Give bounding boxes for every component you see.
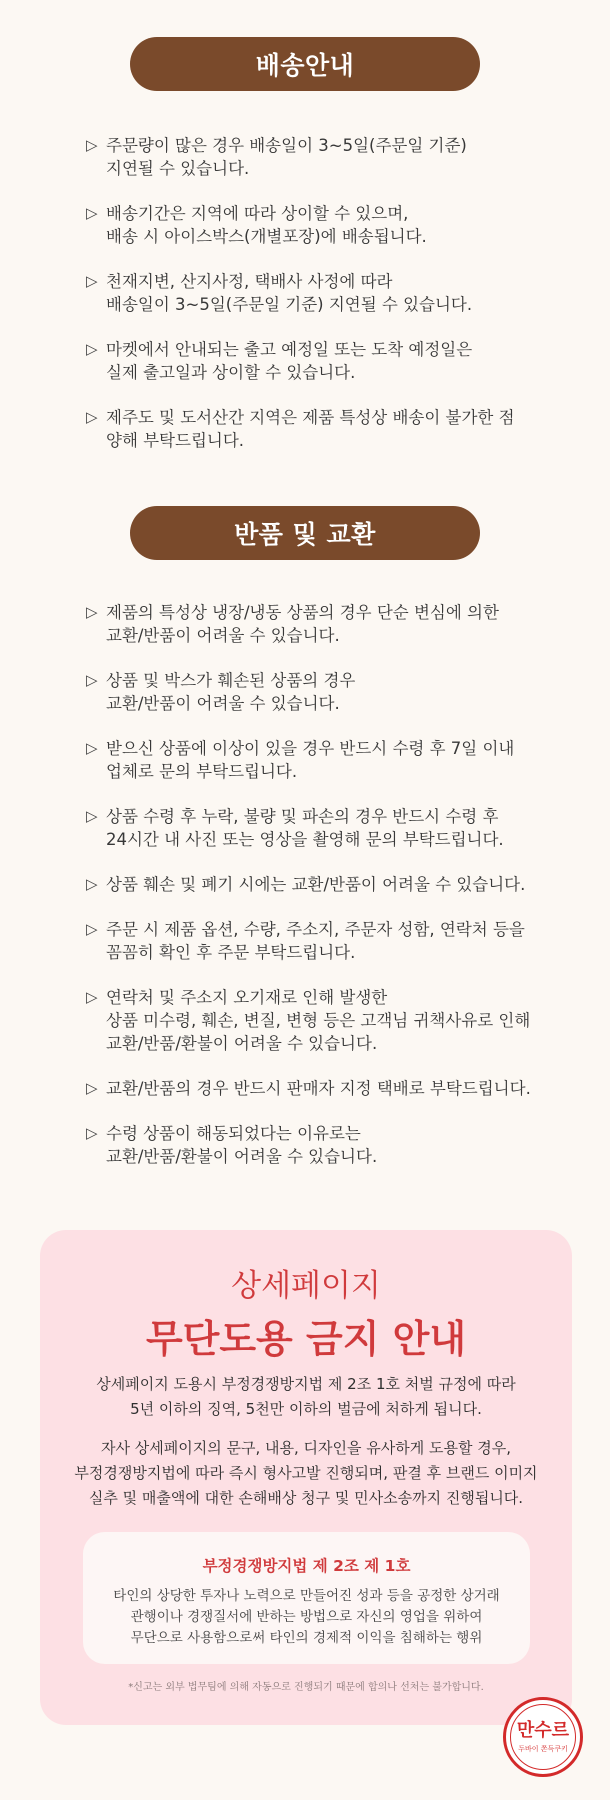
copyright-notice-box <box>40 1230 572 1725</box>
triangle-bullet-icon: ▷ <box>86 272 98 290</box>
list-item: ▷ 수령 상품이 해동되었다는 이유로는 교환/반품/환불이 어려울 수 있습니다. <box>86 1124 378 1166</box>
footnote: *신고는 외부 법무팀에 의해 자동으로 진행되기 때문에 합의나 선처는 불가합니다. <box>128 1682 484 1693</box>
triangle-bullet-icon: ▷ <box>86 408 98 426</box>
list-item: ▷ 주문량이 많은 경우 배송일이 3~5일(주문일 기준) 지연될 수 있습니다. <box>86 136 467 178</box>
triangle-bullet-icon: ▷ <box>86 1079 98 1097</box>
list-item: ▷ 주문 시 제품 옵션, 수량, 주소지, 주문자 성함, 연락처 등을 꼼꼼히 확인 후 주문 부탁드립니다. <box>86 920 525 962</box>
stamp-brand-name: 만수르 <box>516 1719 570 1741</box>
triangle-bullet-icon: ▷ <box>86 739 98 757</box>
list-item: ▷ 천재지변, 산지사정, 택배사 사정에 따라 배송일이 3~5일(주문일 기준) 지연될 수 있습니다. <box>86 272 473 314</box>
shipping-info-list <box>86 134 566 452</box>
brand-stamp-logo <box>503 1697 583 1777</box>
triangle-bullet-icon: ▷ <box>86 204 98 222</box>
triangle-bullet-icon: ▷ <box>86 1124 98 1142</box>
list-item: ▷ 제주도 및 도서산간 지역은 제품 특성상 배송이 불가한 점 양해 부탁드립니다. <box>86 408 515 450</box>
law-text: 타인의 상당한 투자나 노력으로 만들어진 성과 등을 공정한 상거래 관행이나 경쟁질서에 반하는 방법으로 자신의 영업을 위하여 무단으로 사용함으로써 타인의 경제적 이익을 침해하는 행위 <box>113 1588 500 1646</box>
list-item: ▷ 연락처 및 주소지 오기재로 인해 발생한 상품 미수령, 훼손, 변질, 변형 등은 고객님 귀책사유로 인해 교환/반품/환불이 어려울 수 있습니다. <box>86 988 531 1053</box>
triangle-bullet-icon: ▷ <box>86 340 98 358</box>
triangle-bullet-icon: ▷ <box>86 671 98 689</box>
triangle-bullet-icon: ▷ <box>86 920 98 938</box>
notice-paragraph-legal-action: 자사 상세페이지의 문구, 내용, 디자인을 유사하게 도용할 경우, 부정경쟁방지법에 따라 즉시 형사고발 진행되며, 판결 후 브랜드 이미지 실추 및 매출액에 대한 손해배상 청구 및 민사소송까지 진행됩니다. <box>74 1439 538 1507</box>
law-definition-box <box>83 1532 530 1664</box>
triangle-bullet-icon: ▷ <box>86 136 98 154</box>
notice-paragraph-penalty: 상세페이지 도용시 부정경쟁방지법 제 2조 1호 처벌 규정에 따라 5년 이하의 징역, 5천만 이하의 벌금에 처하게 됩니다. <box>96 1375 516 1418</box>
law-title: 부정경쟁방지법 제 2조 제 1호 <box>202 1557 411 1575</box>
returns-section-title: 반품 및 교환 <box>130 506 480 560</box>
notice-subtitle: 상세페이지 <box>231 1268 381 1304</box>
shipping-section-title: 배송안내 <box>130 37 480 91</box>
triangle-bullet-icon: ▷ <box>86 988 98 1006</box>
list-item: ▷ 마켓에서 안내되는 출고 예정일 또는 도착 예정일은 실제 출고일과 상이할 수 있습니다. <box>86 340 473 382</box>
list-item: ▷ 상품 및 박스가 훼손된 상품의 경우 교환/반품이 어려울 수 있습니다. <box>86 671 356 713</box>
returns-info-list <box>86 601 566 1168</box>
triangle-bullet-icon: ▷ <box>86 807 98 825</box>
list-item: ▷ 상품 훼손 및 폐기 시에는 교환/반품이 어려울 수 있습니다. <box>86 875 526 894</box>
stamp-tagline: 두바이 쫀득쿠키 <box>518 1744 568 1753</box>
list-item: ▷ 상품 수령 후 누락, 불량 및 파손의 경우 반드시 수령 후 24시간 내 사진 또는 영상을 촬영해 문의 부탁드립니다. <box>86 807 504 849</box>
notice-title: 무단도용 금지 안내 <box>145 1317 467 1361</box>
list-item: ▷ 배송기간은 지역에 따라 상이할 수 있으며, 배송 시 아이스박스(개별포장)에 배송됩니다. <box>86 204 427 246</box>
triangle-bullet-icon: ▷ <box>86 603 98 621</box>
list-item: ▷ 교환/반품의 경우 반드시 판매자 지정 택배로 부탁드립니다. <box>86 1079 531 1098</box>
list-item: ▷ 제품의 특성상 냉장/냉동 상품의 경우 단순 변심에 의한 교환/반품이 어려울 수 있습니다. <box>86 603 499 645</box>
list-item: ▷ 받으신 상품에 이상이 있을 경우 반드시 수령 후 7일 이내 업체로 문의 부탁드립니다. <box>86 739 515 781</box>
triangle-bullet-icon: ▷ <box>86 875 98 893</box>
